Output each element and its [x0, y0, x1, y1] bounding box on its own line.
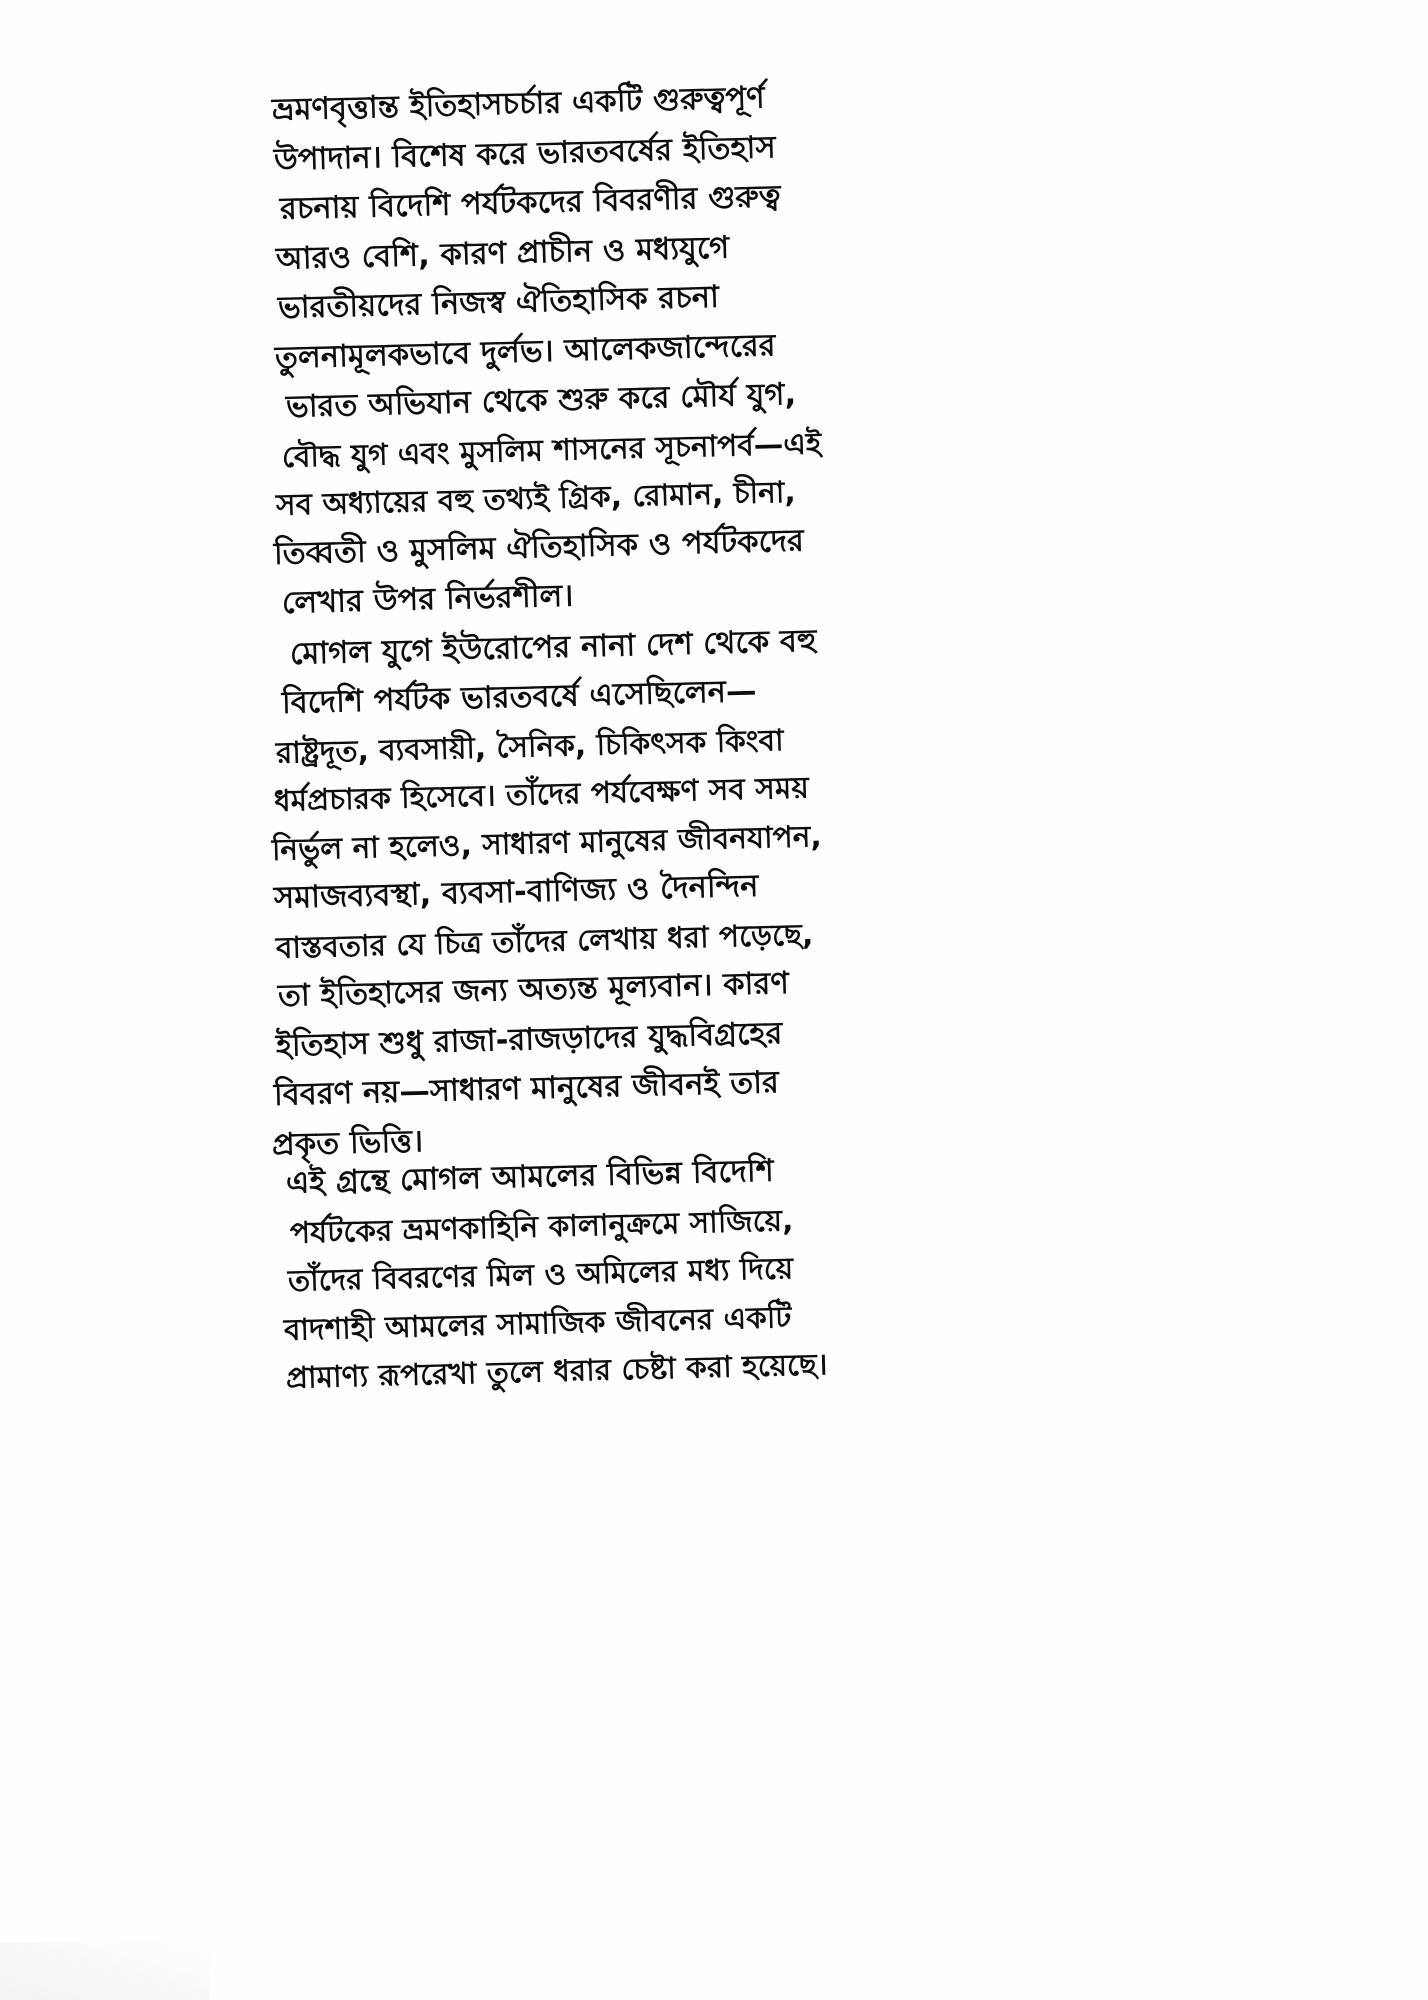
text-line: বিবরণ নয়—সাধারণ মানুষের জীবনই তার	[273, 1065, 780, 1113]
text-line: ভারত অভিযান থেকে শুরু করে মৌর্য যুগ,	[285, 377, 797, 425]
text-line: আরও বেশি, কারণ প্রাচীন ও মধ্যযুগে	[275, 230, 730, 277]
paragraph-3	[272, 1153, 892, 1395]
text-line: লেখার উপর নির্ভরশীল।	[281, 578, 574, 621]
text-line: সমাজব্যবস্থা, ব্যবসা-বাণিজ্য ও দৈনন্দিন	[273, 868, 759, 916]
text-line: ভ্রমণবৃত্তান্ত ইতিহাসচর্চার একটি গুরুত্বপূর্ণ	[271, 80, 766, 128]
text-line: রচনায় বিদেশি পর্যটকদের বিবরণীর গুরুত্ব	[279, 179, 782, 227]
text-line: মোগল যুগে ইউরোপের নানা দেশ থেকে বহু	[289, 623, 818, 672]
text-line: বিদেশি পর্যটক ভারতবর্ষে এসেছিলেন—	[281, 673, 757, 721]
document-text-block	[271, 80, 892, 1395]
text-line: ভারতীয়দের নিজস্ব ঐতিহাসিক রচনা	[277, 279, 720, 326]
text-line: বাস্তবতার যে চিত্র তাঁদের লেখায় ধরা পড়েছে,	[275, 916, 814, 965]
text-line: সব অধ্যায়ের বহু তথ্যই গ্রিক, রোমান, চীনা,	[275, 474, 797, 522]
text-line: ধর্মপ্রচারক হিসেবে। তাঁদের পর্যবেক্ষণ সব সময়	[273, 770, 810, 818]
text-line: পর্যটকের ভ্রমণকাহিনি কালানুক্রমে সাজিয়ে,	[289, 1202, 794, 1250]
scan-edge-shadow	[0, 1942, 210, 2000]
text-line: বৌদ্ধ যুগ এবং মুসলিম শাসনের সূচনাপর্ব—এই	[281, 425, 822, 474]
text-line: তুলনামূলকভাবে দুর্লভ। আলেকজান্দেরের	[274, 327, 777, 376]
text-line: তিব্বতী ও মুসলিম ঐতিহাসিক ও পর্যটকদের	[273, 523, 805, 572]
text-line: উপাদান। বিশেষ করে ভারতবর্ষের ইতিহাস	[273, 129, 777, 178]
text-line: প্রামাণ্য রূপরেখা তুলে ধরার চেষ্টা করা হয়েছে।	[285, 1347, 828, 1395]
text-line: এই গ্রন্থে মোগল আমলের বিভিন্ন বিদেশি	[285, 1153, 775, 1201]
text-line: তাঁদের বিবরণের মিল ও অমিলের মধ্য দিয়ে	[287, 1251, 794, 1298]
text-line: ইতিহাস শুধু রাজা-রাজড়াদের যুদ্ধবিগ্রহের	[275, 1015, 783, 1064]
text-line: বাদশাহী আমলের সামাজিক জীবনের একটি	[283, 1299, 792, 1347]
text-line: নির্ভুল না হলেও, সাধারণ মানুষের জীবনযাপন,	[271, 818, 823, 867]
paragraph-1	[271, 80, 892, 621]
text-line: রাষ্ট্রদূত, ব্যবসায়ী, সৈনিক, চিকিৎসক কিংবা	[275, 722, 785, 770]
text-line: প্রকৃত ভিত্তি।	[271, 1123, 424, 1163]
paragraph-2	[271, 623, 892, 1163]
text-line: তা ইতিহাসের জন্য অত্যন্ত মূল্যবান। কারণ	[277, 966, 790, 1014]
